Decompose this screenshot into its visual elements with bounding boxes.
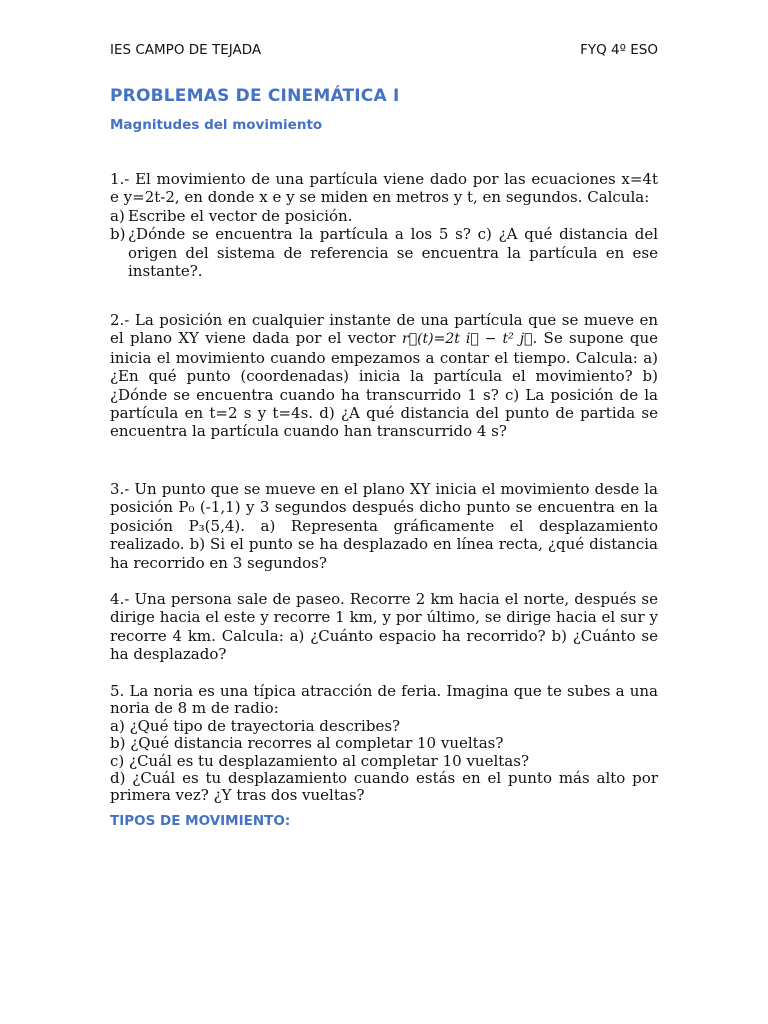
problem-5-item-b: b) ¿Qué distancia recorres al completar 10 vueltas? xyxy=(110,734,504,753)
course-name: FYQ 4º ESO xyxy=(580,42,658,58)
problem-3-text: 3.- Un punto que se mueve en el plano XY inicia el movimiento desde la posición P₀ (-1,1) y 3 segundos después dicho punto se encuentra en la posición P₃(5,4). a) Representa gráficamente el desplazamiento realizado. b) Si el punto se ha desplazado en línea recta, ¿qué distancia ha recorrido en 3 segundos? xyxy=(110,480,658,572)
item-text: Escribe el vector de posición. xyxy=(128,206,353,225)
problem-2-text-start: 2.- La posición en cualquier instante de una partícula que se mueve en el plano XY viene dada por el vector xyxy=(110,311,658,348)
problem-5-item-d: d) ¿Cuál es tu desplazamiento cuando estás en el punto más alto por primera vez? ¿Y tras dos vueltas? xyxy=(110,769,658,805)
problem-5-intro: 5. La noria es una típica atracción de feria. Imagina que te subes a una noria de 8 m de radio: xyxy=(110,682,658,718)
problem-1-item-b xyxy=(110,225,658,280)
problem-1-intro: 1.- El movimiento de una partícula viene dado por las ecuaciones x=4t e y=2t-2, en donde x e y se miden en metros y t, en segundos. Calcula: xyxy=(110,170,658,207)
item-label: b) xyxy=(110,225,126,244)
page-header xyxy=(110,42,658,58)
page-title: PROBLEMAS DE CINEMÁTICA I xyxy=(110,86,400,106)
problem-2-text-end: . Se supone que inicia el movimiento cuando empezamos a contar el tiempo. Calcula: a) ¿En qué punto (coordenadas) inicia la partícula el movimiento? b) ¿Dónde se encuentra cuando ha transcurrido 1 s? c) La posición de la partícula en t=2 s y t=4s. d) ¿A qué distancia del punto de partida se encuentra la partícula cuando han transcurrido 4 s? xyxy=(110,329,658,441)
school-name: IES CAMPO DE TEJADA xyxy=(110,42,262,58)
problem-1-item-a xyxy=(110,207,658,225)
problem-1 xyxy=(110,170,658,280)
problem-2 xyxy=(110,311,658,441)
section-subtitle: Magnitudes del movimiento xyxy=(110,117,323,133)
problem-4 xyxy=(110,590,658,664)
problem-4-text: 4.- Una persona sale de paseo. Recorre 2 km hacia el norte, después se dirige hacia el este y recorre 1 km, y por último, se dirige hacia el sur y recorre 4 km. Calcula: a) ¿Cuánto espacio ha recorrido? b) ¿Cuánto se ha desplazado? xyxy=(110,590,658,664)
problem-5 xyxy=(110,683,658,805)
section-heading-tipos: TIPOS DE MOVIMIENTO: xyxy=(110,813,291,829)
problem-5-item-a: a) ¿Qué tipo de trayectoria describes? xyxy=(110,716,401,735)
problem-3 xyxy=(110,480,658,572)
problem-5-item-c: c) ¿Cuál es tu desplazamiento al completar 10 vueltas? xyxy=(110,751,529,770)
item-label: a) xyxy=(110,206,125,225)
item-text: ¿Dónde se encuentra la partícula a los 5 s? c) ¿A qué distancia del origen del sistema de referencia se encuentra la partícula en ese instante?. xyxy=(128,225,658,281)
position-vector-formula: r⃗(t)=2t i⃗ − t² j⃗ xyxy=(402,331,533,348)
